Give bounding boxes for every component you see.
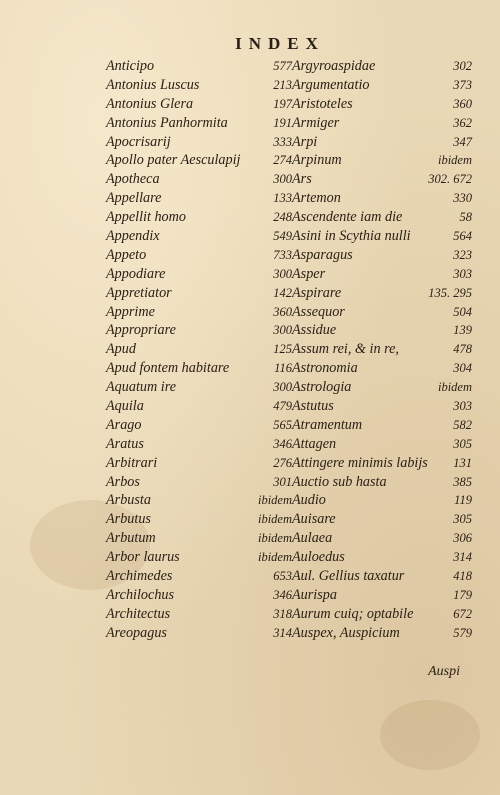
- page-reference: 360: [453, 96, 472, 111]
- index-entry: [106, 321, 292, 340]
- index-entry: [292, 397, 472, 416]
- index-entry: [292, 227, 472, 246]
- index-term: Atramentum: [292, 416, 363, 433]
- index-entry: [292, 473, 472, 492]
- page-reference: 135. 295: [428, 285, 472, 300]
- index-entry: [106, 246, 292, 265]
- page-reference: 139: [453, 323, 472, 338]
- index-entry: [106, 586, 292, 605]
- page-reference: 672: [453, 606, 472, 621]
- page-reference: 274: [273, 153, 292, 168]
- page-reference: 58: [459, 210, 472, 225]
- page-reference: 479: [273, 399, 292, 414]
- page-reference: 323: [453, 247, 472, 262]
- index-term: Auspex, Auspicium: [292, 624, 400, 641]
- index-entry: [292, 454, 472, 473]
- index-term: Audio: [292, 492, 326, 509]
- page-reference: ibidem: [257, 531, 292, 546]
- page-reference: 318: [273, 606, 292, 621]
- index-entry: [292, 491, 472, 510]
- index-entry: [106, 303, 292, 322]
- page-reference: 333: [273, 134, 292, 149]
- page-reference: 197: [273, 96, 292, 111]
- index-term: Arbos: [106, 473, 140, 490]
- index-term: Aurum cuiq; optabile: [292, 605, 414, 622]
- index-term: Arpi: [292, 133, 318, 150]
- index-entry: [292, 548, 472, 567]
- index-entry: [292, 114, 472, 133]
- index-entry: [292, 246, 472, 265]
- index-entry: [106, 208, 292, 227]
- index-term: Auloedus: [292, 549, 345, 566]
- index-term: Ars: [292, 171, 312, 188]
- index-term: Apprime: [106, 303, 155, 320]
- page-reference: 276: [273, 455, 292, 470]
- page-reference: 565: [273, 417, 292, 432]
- page-reference: 582: [453, 417, 472, 432]
- index-entry: [292, 624, 472, 643]
- page-reference: 302. 672: [428, 172, 472, 187]
- index-entry: [292, 510, 472, 529]
- index-term: Antonius Luscus: [106, 76, 200, 93]
- index-entry: [292, 170, 472, 189]
- index-entry: [292, 76, 472, 95]
- index-term: Attingere minimis labijs: [292, 454, 428, 471]
- page-reference: 733: [273, 247, 292, 262]
- index-term: Architectus: [106, 605, 171, 622]
- index-entry: [292, 567, 472, 586]
- index-entry: [106, 265, 292, 284]
- index-term: Astrologia: [292, 379, 352, 396]
- page-reference: 314: [273, 625, 292, 640]
- index-term: Apocrisarij: [106, 133, 171, 150]
- index-entry: [292, 265, 472, 284]
- page-reference: 314: [453, 550, 472, 565]
- index-entry: [292, 95, 472, 114]
- page-reference: ibidem: [437, 153, 472, 168]
- page-reference: 478: [453, 342, 472, 357]
- page-reference: 248: [273, 210, 292, 225]
- index-term: Assidue: [292, 322, 337, 339]
- page-reference: 133: [273, 191, 292, 206]
- index-entry: [106, 378, 292, 397]
- index-entry: [292, 151, 472, 170]
- page-reference: 362: [453, 115, 472, 130]
- index-entry: [106, 548, 292, 567]
- index-term: Asparagus: [292, 246, 353, 263]
- index-entry: [106, 189, 292, 208]
- page-reference: 300: [273, 323, 292, 338]
- page-reference: 330: [453, 191, 472, 206]
- page-reference: ibidem: [437, 380, 472, 395]
- index-term: Arago: [106, 416, 142, 433]
- index-term: Artemon: [292, 190, 341, 207]
- page-reference: 373: [453, 77, 472, 92]
- page-reference: 306: [453, 531, 472, 546]
- index-term: Areopagus: [106, 624, 167, 641]
- index-term: Aspirare: [292, 284, 342, 301]
- index-term: Assum rei, & in re,: [292, 341, 399, 358]
- index-term: Appretiator: [106, 284, 172, 301]
- index-term: Argyroaspidae: [292, 58, 376, 74]
- index-term: Astronomia: [292, 360, 358, 377]
- page-reference: 142: [273, 285, 292, 300]
- page-reference: 504: [453, 304, 472, 319]
- page-header: INDEX: [235, 34, 325, 53]
- page-reference: 131: [453, 455, 472, 470]
- index-entry: [292, 605, 472, 624]
- right-index-column: [292, 57, 472, 643]
- index-term: Apud fontem habitare: [106, 360, 230, 377]
- index-entry: [106, 454, 292, 473]
- index-entry: [106, 57, 292, 76]
- page-reference: 213: [273, 77, 292, 92]
- index-term: Appodiare: [106, 265, 166, 282]
- index-entry: [292, 133, 472, 152]
- index-entry: [292, 284, 472, 303]
- index-term: Archimedes: [106, 568, 173, 585]
- index-entry: [106, 284, 292, 303]
- index-term: Appropriare: [106, 322, 176, 339]
- page-reference: 385: [453, 474, 472, 489]
- index-term: Armiger: [292, 114, 340, 131]
- index-term: Argumentatio: [292, 76, 370, 93]
- page-reference: 300: [273, 380, 292, 395]
- index-entry: [106, 133, 292, 152]
- index-term: Arbutus: [106, 511, 151, 528]
- page-reference: 304: [453, 361, 472, 376]
- page-reference: 564: [453, 229, 472, 244]
- index-entry: [292, 378, 472, 397]
- index-entry: [106, 567, 292, 586]
- page-reference: 347: [453, 134, 472, 149]
- page-reference: 418: [453, 569, 472, 584]
- page-reference: 305: [453, 436, 472, 451]
- index-term: Auctio sub hasta: [292, 473, 387, 490]
- index-term: Aquila: [106, 398, 144, 415]
- index-entry: [106, 529, 292, 548]
- index-entry: [106, 114, 292, 133]
- page-reference: 653: [273, 569, 292, 584]
- index-term: Arbutum: [106, 530, 156, 547]
- page-reference: 360: [273, 304, 292, 319]
- index-term: Asini in Scythia nulli: [292, 228, 411, 245]
- index-entry: [292, 359, 472, 378]
- index-term: Arpinum: [292, 152, 342, 169]
- index-term: Astutus: [292, 398, 334, 415]
- page-reference: 300: [273, 172, 292, 187]
- index-term: Appeto: [106, 246, 147, 263]
- page-reference: 346: [273, 436, 292, 451]
- page-reference: 119: [454, 493, 472, 508]
- index-entry: [292, 303, 472, 322]
- index-term: Ascendente iam die: [292, 209, 403, 226]
- index-term: Antonius Panhormita: [106, 114, 228, 131]
- index-entry: [292, 57, 472, 76]
- index-entry: [106, 359, 292, 378]
- index-term: Aratus: [106, 435, 144, 452]
- index-term: Arbor laurus: [106, 549, 180, 566]
- index-entry: [106, 605, 292, 624]
- index-entry: [106, 95, 292, 114]
- page-reference: 116: [274, 361, 292, 376]
- index-entry: [292, 189, 472, 208]
- paper-stain: [380, 700, 480, 770]
- index-entry: [106, 473, 292, 492]
- catchword: Auspi: [428, 664, 460, 679]
- index-entry: [106, 397, 292, 416]
- index-entry: [106, 416, 292, 435]
- index-entry: [292, 208, 472, 227]
- page-reference: 346: [273, 587, 292, 602]
- left-index-column: [106, 57, 292, 643]
- page-reference: 305: [453, 512, 472, 527]
- index-term: Assequor: [292, 303, 345, 320]
- index-entry: [292, 586, 472, 605]
- index-entry: [292, 529, 472, 548]
- page-reference: 191: [273, 115, 292, 130]
- index-term: Asper: [292, 265, 326, 282]
- index-term: Antonius Glera: [106, 95, 194, 112]
- index-term: Apollo pater Aesculapij: [106, 152, 241, 169]
- index-term: Apud: [106, 341, 136, 358]
- index-entry: [292, 416, 472, 435]
- page-reference: ibidem: [257, 493, 292, 508]
- index-term: Aul. Gellius taxatur: [292, 568, 405, 585]
- page-reference: 302: [453, 59, 472, 73]
- page-reference: 303: [453, 399, 472, 414]
- index-term: Apotheca: [106, 171, 160, 188]
- page-reference: 303: [453, 266, 472, 281]
- page-reference: ibidem: [257, 512, 292, 527]
- index-entry: [106, 491, 292, 510]
- index-entry: [106, 151, 292, 170]
- index-term: Arbusta: [106, 492, 151, 509]
- index-term: Arbitrari: [106, 454, 158, 471]
- page-reference: ibidem: [257, 550, 292, 565]
- index-term: Appellare: [106, 190, 162, 207]
- index-entry: [106, 170, 292, 189]
- index-entry: [106, 76, 292, 95]
- index-entry: [106, 227, 292, 246]
- index-entry: [106, 624, 292, 643]
- page-reference: 301: [273, 474, 292, 489]
- page-reference: 125: [273, 342, 292, 357]
- index-entry: [292, 340, 472, 359]
- index-term: Aristoteles: [292, 95, 353, 112]
- index-term: Archilochus: [106, 586, 175, 603]
- page-reference: 300: [273, 266, 292, 281]
- page-reference: 179: [453, 587, 472, 602]
- index-entry: [106, 510, 292, 529]
- page-reference: 577: [273, 59, 292, 73]
- index-term: Appendix: [106, 228, 160, 245]
- page-reference: 549: [273, 229, 292, 244]
- index-term: Aulaea: [292, 530, 333, 547]
- index-entry: [106, 340, 292, 359]
- index-term: Anticipo: [106, 58, 155, 74]
- index-term: Attagen: [292, 435, 337, 452]
- index-entry: [292, 435, 472, 454]
- index-entry: [106, 435, 292, 454]
- index-term: Auisare: [292, 511, 336, 528]
- index-term: Appellit homo: [106, 209, 186, 226]
- page-reference: 579: [453, 625, 472, 640]
- index-term: Aquatum ire: [106, 379, 177, 396]
- index-term: Aurispa: [292, 586, 337, 603]
- index-entry: [292, 321, 472, 340]
